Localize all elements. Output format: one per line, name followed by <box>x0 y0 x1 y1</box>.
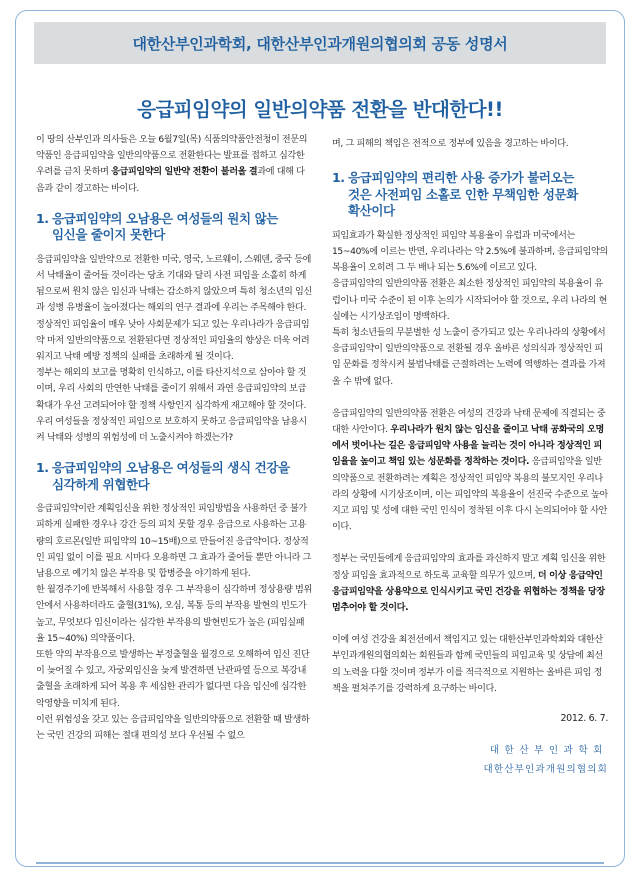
heading-line: 임신을 줄이지 못한다 <box>52 227 165 243</box>
heading-number: 1. <box>36 460 49 476</box>
intro-emphasis: 응급피임약의 일반약 전환이 불러올 결 <box>111 167 258 178</box>
body-paragraph: 피임효과가 확실한 정상적인 피임약 복용율이 유럽과 미국에서는 15~40%에 이르는 반면, 우리나라는 약 2.5%에 불과하며, 응급피임약의 복용율이 오히려 그 두 배나 되는 5.6%에 이르고 있다. <box>332 230 608 274</box>
body-text: 응급피임약을 일반의약품으로 전환하려는 계획은 정상적인 피임약 복용의 불모지인 우리나라의 상황에 시기상조이며, 이는 피임약의 복용율이 선진국 수준으로 높아지고 피임 및 성에 대한 국민 인식이 정착된 이후 다시 논의되어야 할 사안이다. <box>332 457 608 533</box>
heading-line: 응급피임약의 오남용은 여성들의 생식 건강을 <box>52 460 290 476</box>
heading-number: 1. <box>36 210 49 226</box>
signature-association: 대한산부인과개원의협의회 <box>483 764 608 776</box>
body-paragraph <box>332 551 608 616</box>
body-paragraph: 며, 그 피해의 책임은 전적으로 정부에 있음을 경고하는 바이다. <box>332 139 569 149</box>
bottom-rule <box>36 862 604 864</box>
intro-paragraph <box>36 132 312 197</box>
body-paragraph: 정부는 해외의 보고를 명확히 인식하고, 이를 타산지석으로 삼아야 할 것이며, 우리 사회의 만연한 낙태를 줄이기 위해서 과연 응급피임약의 보급확대가 우선 고려되어야 할 정책 사항인지 심각하게 재고해야 할 것이다. 우리 여성들을 정상적인 피임으로 보호하지 못하고 응급피임약을 남용시켜 낙태와 성병의 위험성에 더 노출시켜야 하겠는가? <box>36 368 307 444</box>
signature-society: 대한산부인과학회 <box>489 745 608 757</box>
body-paragraph: 특히 청소년들의 무분별한 성 노출이 증가되고 있는 우리나라의 상황에서 응급피임약이 일반의약품으로 전환될 경우 올바른 성의식과 정상적인 피임 문화를 정착시켜 불법낙태를 근절하려는 노력에 역행하는 결과를 가져올 수 밖에 없다. <box>332 327 606 387</box>
body-text: 응급피임약의 일반의약품 전환은 여성의 건강과 낙태 문제에 직결되는 중대한 사안이다. <box>332 408 606 435</box>
closing-paragraph: 이에 여성 건강을 최전선에서 책임지고 있는 대한산부인과학회와 대한산부인과개원의협의회는 회원들과 함께 국민들의 피임교육 및 상담에 최선의 노력을 다할 것이며 정부가 이를 적극적으로 지원하는 올바른 피임 정책을 펼쳐주기를 강력하게 요구하는 바이다. <box>332 635 603 694</box>
body-emphasis: 우리나라가 원치 않는 임신을 줄이고 낙태 공화국의 오명에서 벗어나는 길은 응급피임약 사용을 늘리는 것이 아니라 정상적인 피임율을 높이고 책임 있는 성문화를 정착하는 것이다. <box>332 424 604 468</box>
right-column <box>332 136 608 779</box>
body-text: 정부는 국민들에게 응급피임약의 효과를 과신하지 말고 계획 임신을 위한 정상 피임을 효과적으로 하도록 교육할 의무가 있으며, <box>332 554 606 581</box>
body-emphasis: 더 이상 응급약인 응급피임약을 상용약으로 인식시키고 국민 건강을 위협하는 정책을 당장 멈추어야 할 것이다. <box>332 570 605 613</box>
body-paragraph: 이런 위험성을 갖고 있는 응급피임약을 일반의약품으로 전환할 때 발생하는 국민 건강의 피해는 절대 편의성 보다 우선될 수 없으 <box>36 714 310 742</box>
signature-block <box>332 741 608 779</box>
heading-line: 확산이다 <box>348 203 395 219</box>
heading-line: 것은 사전피임 소홀로 인한 무책임한 성문화 <box>348 186 578 202</box>
header-band <box>34 22 606 64</box>
heading-line: 응급피임약의 오남용은 여성들의 원치 않는 <box>52 210 278 226</box>
body-paragraph: 응급피임약을 일반약으로 전환한 미국, 영국, 노르웨이, 스웨덴, 중국 등에서 낙태율이 줄어들 것이라는 당초 기대와 달리 사전 피임을 소홀히 하게 됨으로써 원치 않은 임신과 낙태는 감소하지 않았으며 특히 청소년의 임신과 성병 유병율이 높아졌다는 해외의 연구 결과에 우리는 주목해야 한다. <box>36 254 312 314</box>
left-column <box>36 132 312 744</box>
header-title: 대한산부인과학회, 대한산부인과개원의협의회 공동 성명서 <box>132 34 508 53</box>
body-paragraph: 또한 약의 부작용으로 발생하는 부정출혈을 월경으로 오해하여 임신 진단이 늦어질 수 있고, 자궁외임신을 늦게 발견하면 난관파열 등으로 복강내 출혈을 초래하게 되어 복용 후 세심한 관리가 없다면 다음 임신에 심각한 악영향을 미치게 된다. <box>36 650 310 709</box>
body-paragraph: 응급피임약이란 계획임신을 위한 정상적인 피임방법을 사용하던 중 불가피하게 실패한 경우나 강간 등의 피치 못할 경우 응급으로 사용하는 고용량의 호르몬(일반 피임약의 10~15배)으로 만들어진 응급약이다. 정상적인 피임 없이 이를 필요 시마다 오용하면 그 효과가 줄어들 뿐만 아니라 그 남용으로 예기치 않은 부작용 및 합병증을 야기하게 된다. <box>36 504 312 580</box>
heading-line: 심각하게 위협한다 <box>52 476 150 492</box>
section-heading-3 <box>332 170 608 220</box>
section-heading-1 <box>36 211 312 244</box>
intro-text-a: 이 땅의 산부인과 의사들은 오늘 6월7일(목) 식품의약품안전청이 전문의약품인 응급피임약을 일반의약품으로 전환한다는 발표를 접하고 심각한 우려를 금치 못하며 <box>36 135 308 178</box>
section-heading-2 <box>36 460 312 493</box>
body-paragraph: 응급피임약의 일반의약품 전환은 최소한 정상적인 피임약의 복용율이 유럽이나 미국 수준이 된 이후 논의가 시작되어야 할 것으로, 우리 나라의 현실에는 시기상조임이 명백하다. <box>332 279 608 322</box>
statement-date: 2012. 6. 7. <box>560 712 608 724</box>
body-paragraph <box>332 406 608 536</box>
body-paragraph: 한 월경주기에 반복해서 사용할 경우 그 부작용이 심각하며 정상용량 범위 안에서 사용하더라도 출혈(31%), 오심, 복통 등의 부작용 발현의 빈도가 높고, 무엇보다 임신이라는 심각한 부작용의 발현빈도가 높은 (피임실패율 15~40%) 의약품이다. <box>36 585 312 644</box>
body-paragraph: 정상적인 피임율이 매우 낮아 사회문제가 되고 있는 우리나라가 응급피임약 마저 일반의약품으로 전환된다면 정상적인 피임율의 향상은 더욱 어려워지고 낙태 예방 정책의 실패를 초래하게 될 것이다. <box>36 319 310 363</box>
heading-number: 1. <box>332 170 345 186</box>
intro-text-c: 과에 대해 다음과 같이 경고하는 바이다. <box>36 167 305 194</box>
page-title: 응급피임약의 일반의약품 전환을 반대한다!! <box>137 98 503 121</box>
heading-line: 응급피임약의 편리한 사용 증가가 불러오는 <box>348 170 574 186</box>
